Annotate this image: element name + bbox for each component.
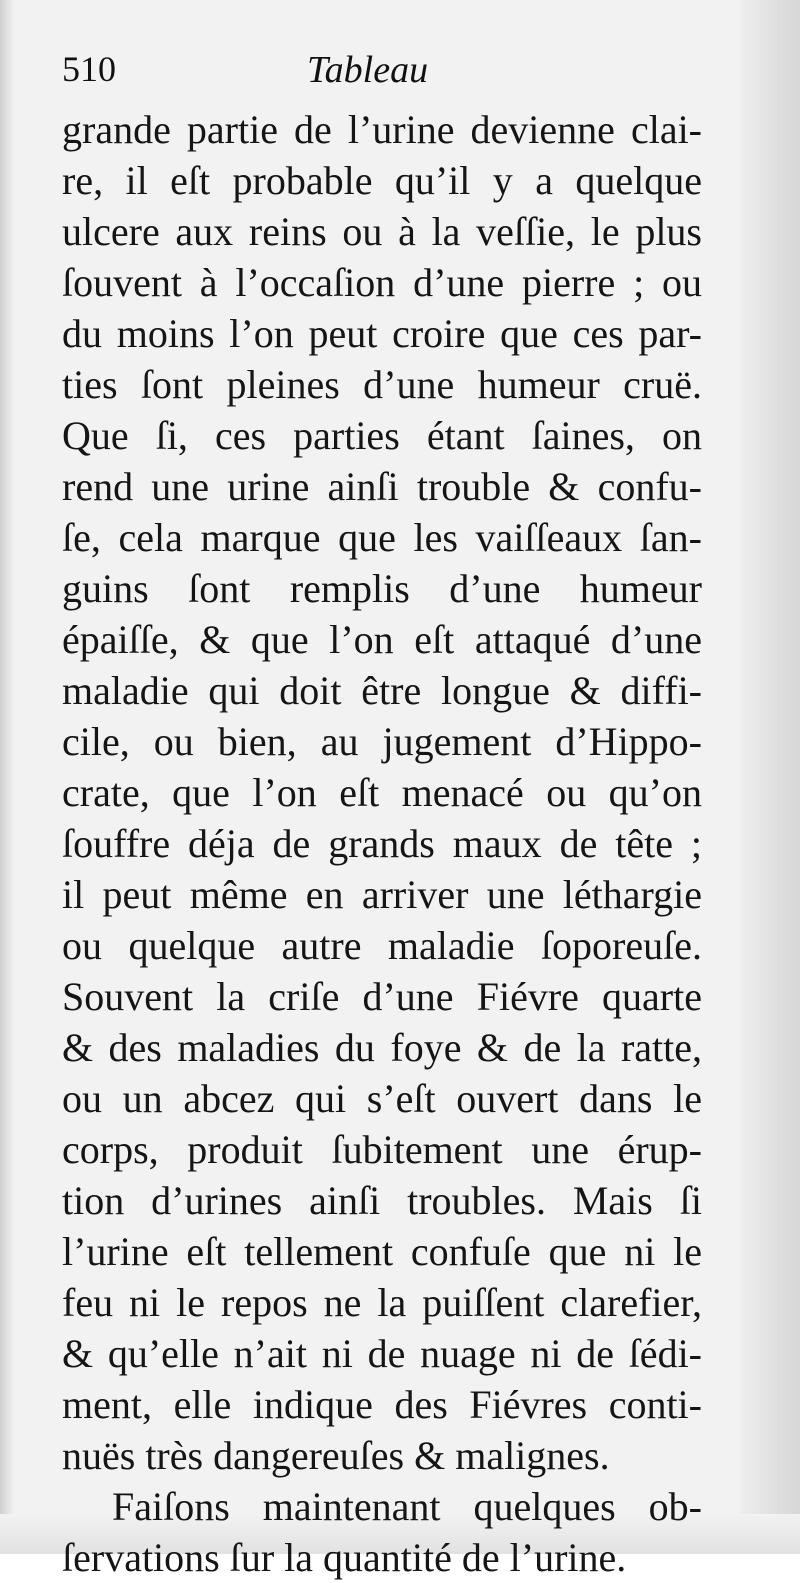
text-line: l’urine eſt tellement confuſe que ni le	[62, 1229, 702, 1274]
text-line: grande partie de l’urine devienne clai-	[62, 107, 702, 152]
text-line: ſervations ſur la quantité de l’urine.	[62, 1535, 627, 1580]
text-line: il peut même en arriver une léthargie	[62, 872, 702, 917]
text-line: ou un abcez qui s’eſt ouvert dans le	[62, 1076, 702, 1121]
text-line: épaiſſe, & que l’on eſt attaqué d’une	[62, 617, 702, 662]
text-line: Que ſi, ces parties étant ſaines, on	[62, 413, 702, 458]
page-body-text	[62, 104, 702, 1583]
text-line: cile, ou bien, au jugement d’Hippo-	[62, 719, 702, 764]
text-line: maladie qui doit être longue & diffi-	[62, 668, 702, 713]
text-line: ou quelque autre maladie ſoporeuſe.	[62, 923, 702, 968]
running-title: Tableau	[307, 49, 429, 91]
text-line: nuës très dangereuſes & malignes.	[62, 1433, 610, 1478]
text-line: rend une urine ainſi trouble & confu-	[62, 464, 702, 509]
text-line: feu ni le repos ne la puiſſent clarefier,	[62, 1280, 702, 1325]
text-line: ſouvent à l’occaſion d’une pierre ; ou	[62, 260, 702, 305]
text-line: Faiſons maintenant quelques ob-	[112, 1484, 702, 1529]
text-line: du moins l’on peut croire que ces par-	[62, 311, 702, 356]
text-line: & qu’elle n’ait ni de nuage ni de ſédi-	[62, 1331, 702, 1376]
scan-edge-left	[0, 0, 14, 1554]
text-line: ſe, cela marque que les vaiſſeaux ſan-	[62, 515, 702, 560]
text-line: crate, que l’on eſt menacé ou qu’on	[62, 770, 702, 815]
text-line: corps, produit ſubitement une érup-	[62, 1127, 702, 1172]
page-header	[62, 48, 702, 98]
text-line: Souvent la criſe d’une Fiévre quarte	[62, 974, 702, 1019]
text-line: ment, elle indique des Fiévres conti-	[62, 1382, 702, 1427]
text-line: & des maladies du foye & de la ratte,	[62, 1025, 702, 1070]
text-line: ſouffre déja de grands maux de tête ;	[62, 821, 702, 866]
text-line: tion d’urines ainſi troubles. Mais ſi	[62, 1178, 702, 1223]
page-number: 510	[62, 49, 116, 89]
scan-edge-right	[740, 0, 800, 1554]
text-line: re, il eſt probable qu’il y a quelque	[62, 158, 702, 203]
text-line: guins ſont remplis d’une humeur	[62, 566, 702, 611]
text-line: ulcere aux reins ou à la veſſie, le plus	[62, 209, 702, 254]
text-line: ties ſont pleines d’une humeur cruë.	[62, 362, 702, 407]
